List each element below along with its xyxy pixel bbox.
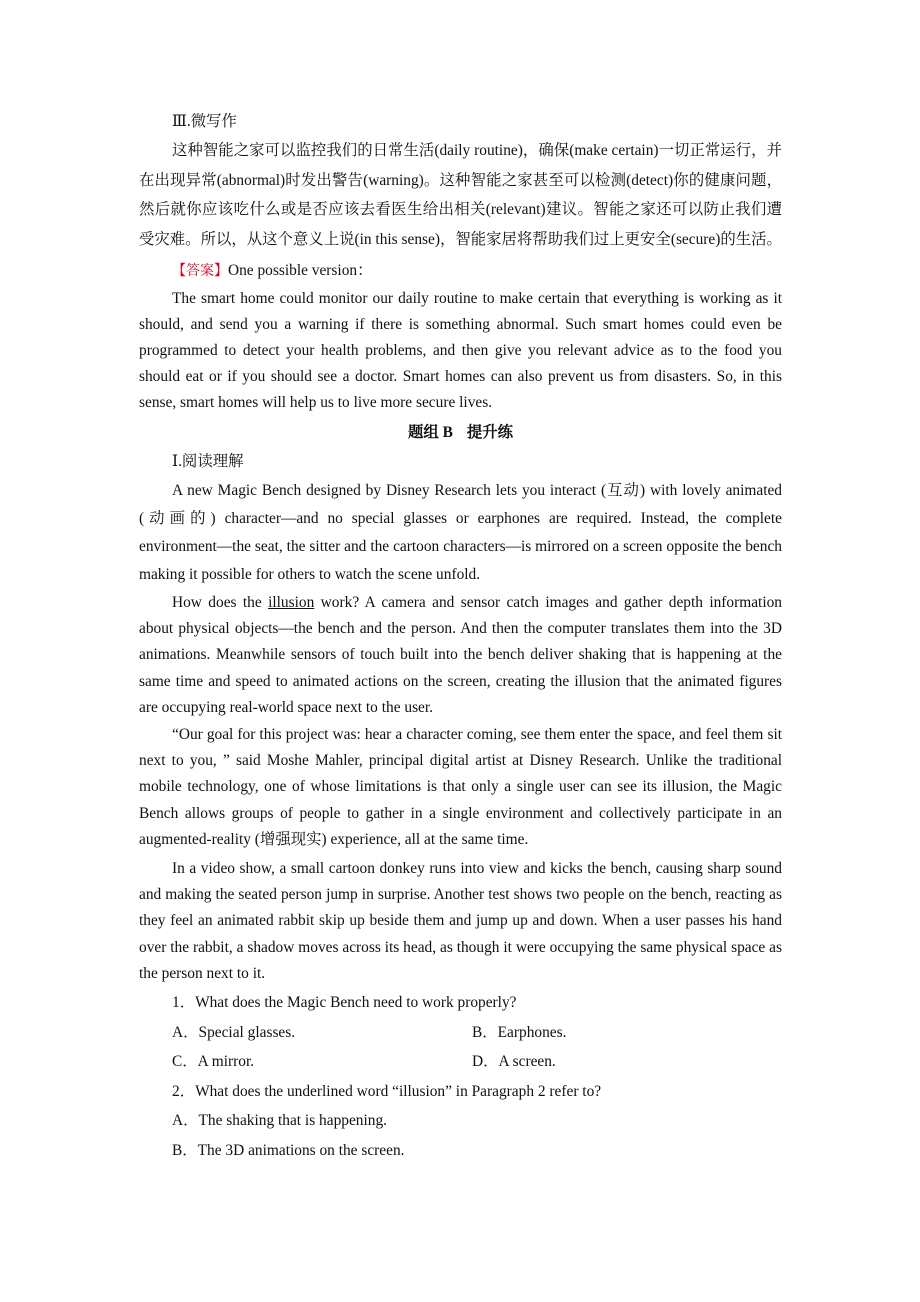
question-1-option-d: D．A screen.: [472, 1053, 556, 1071]
reading-title: Ⅰ.阅读理解: [172, 453, 244, 470]
question-1-option-a: A．Special glasses.: [172, 1023, 296, 1041]
question-1-stem: 1．What does the Magic Bench need to work properly?: [172, 994, 517, 1012]
answer-text: The smart home could monitor our daily routine to make certain that everything is working as it should, and send you a warning if there is something abnormal. Such smart homes could even be programmed to detect your health problems, and then give you relevant advice as to the food you should eat or if you should see a doctor. Smart homes can also prevent us from disasters. So, in this sense, smart homes will help us to live more secure lives.: [139, 290, 782, 411]
paragraph-2-start: How does the: [172, 594, 269, 611]
reading-paragraph-3: “Our goal for this project was: hear a character coming, see them enter the space, and feel them sit next to you, ” said Moshe Mahler, principal digital artist at Disney Research. Unlike the traditional mobile technology, one of whose limitations is that only a single user can see its illusion, the Magic Bench allows groups of people to gather in a single environment and collectively participate in an augmented-reality (增强现实) experience, all at the same time.: [139, 726, 782, 848]
question-1-options-row-2: [139, 1047, 782, 1077]
reading-paragraph-2: [139, 590, 782, 721]
answer-label: One possible version：: [228, 262, 373, 279]
underlined-word-illusion: illusion: [268, 594, 315, 611]
answer-heading: [139, 256, 782, 286]
question-1-option-b: B．Earphones.: [472, 1023, 567, 1041]
group-b-subtitle: 提升练: [466, 424, 514, 441]
group-b-title: [139, 418, 782, 448]
micro-writing-title: Ⅲ.微写作: [172, 113, 237, 130]
reading-paragraph-1: A new Magic Bench designed by Disney Research lets you interact (互动) with lovely animated (动画的) character—and no special glasses or earphones are required. Instead, the complete environment—the seat, the sitter and the cartoon characters—is mirrored on a screen opposite the bench making it possible for others to watch the scene unfold.: [139, 482, 782, 583]
answer-tag: 【答案】: [172, 263, 228, 279]
group-b-label: 题组 B: [407, 424, 453, 441]
question-2-option-b: B．The 3D animations on the screen.: [172, 1141, 405, 1159]
reading-paragraph-4: In a video show, a small cartoon donkey runs into view and kicks the bench, causing sharp sound and making the seated person jump in surprise. Another test shows two people on the bench, reacting as they feel an animated rabbit skip up beside them and jump up and down. When a user passes his hand over the rabbit, a shadow moves across its head, as though it were occupying the same physical space as the person next to it.: [139, 860, 782, 982]
question-1-option-c: C．A mirror.: [172, 1053, 255, 1071]
question-1-options-row-1: [139, 1018, 782, 1048]
question-2-stem: 2．What does the underlined word “illusion” in Paragraph 2 refer to?: [172, 1082, 602, 1100]
micro-writing-prompt: 这种智能之家可以监控我们的日常生活(daily routine)，确保(make certain)一切正常运行，并在出现异常(abnormal)时发出警告(warning)。这种智能之家甚至可以检测(detect)你的健康问题，然后就你应该吃什么或是否应该去看医生给出相关(relevant)建议。智能之家还可以防止我们遭受灾难。所以，从这个意义上说(in this sense)，智能家居将帮助我们过上更安全(secure)的生活。: [139, 142, 782, 248]
document-page: [139, 108, 782, 1165]
question-2-option-a: A．The shaking that is happening.: [172, 1112, 388, 1130]
paragraph-2-rest: work? A camera and sensor catch images and gather depth information about physical objects—the bench and the person. And then the computer translates them into the 3D animations. Meanwhile sensors of touch built into the bench deliver shaking that is happening at the same time and speed to animated actions on the screen, creating the illusion that the animated figures are occupying real-world space next to the user.: [139, 594, 782, 716]
